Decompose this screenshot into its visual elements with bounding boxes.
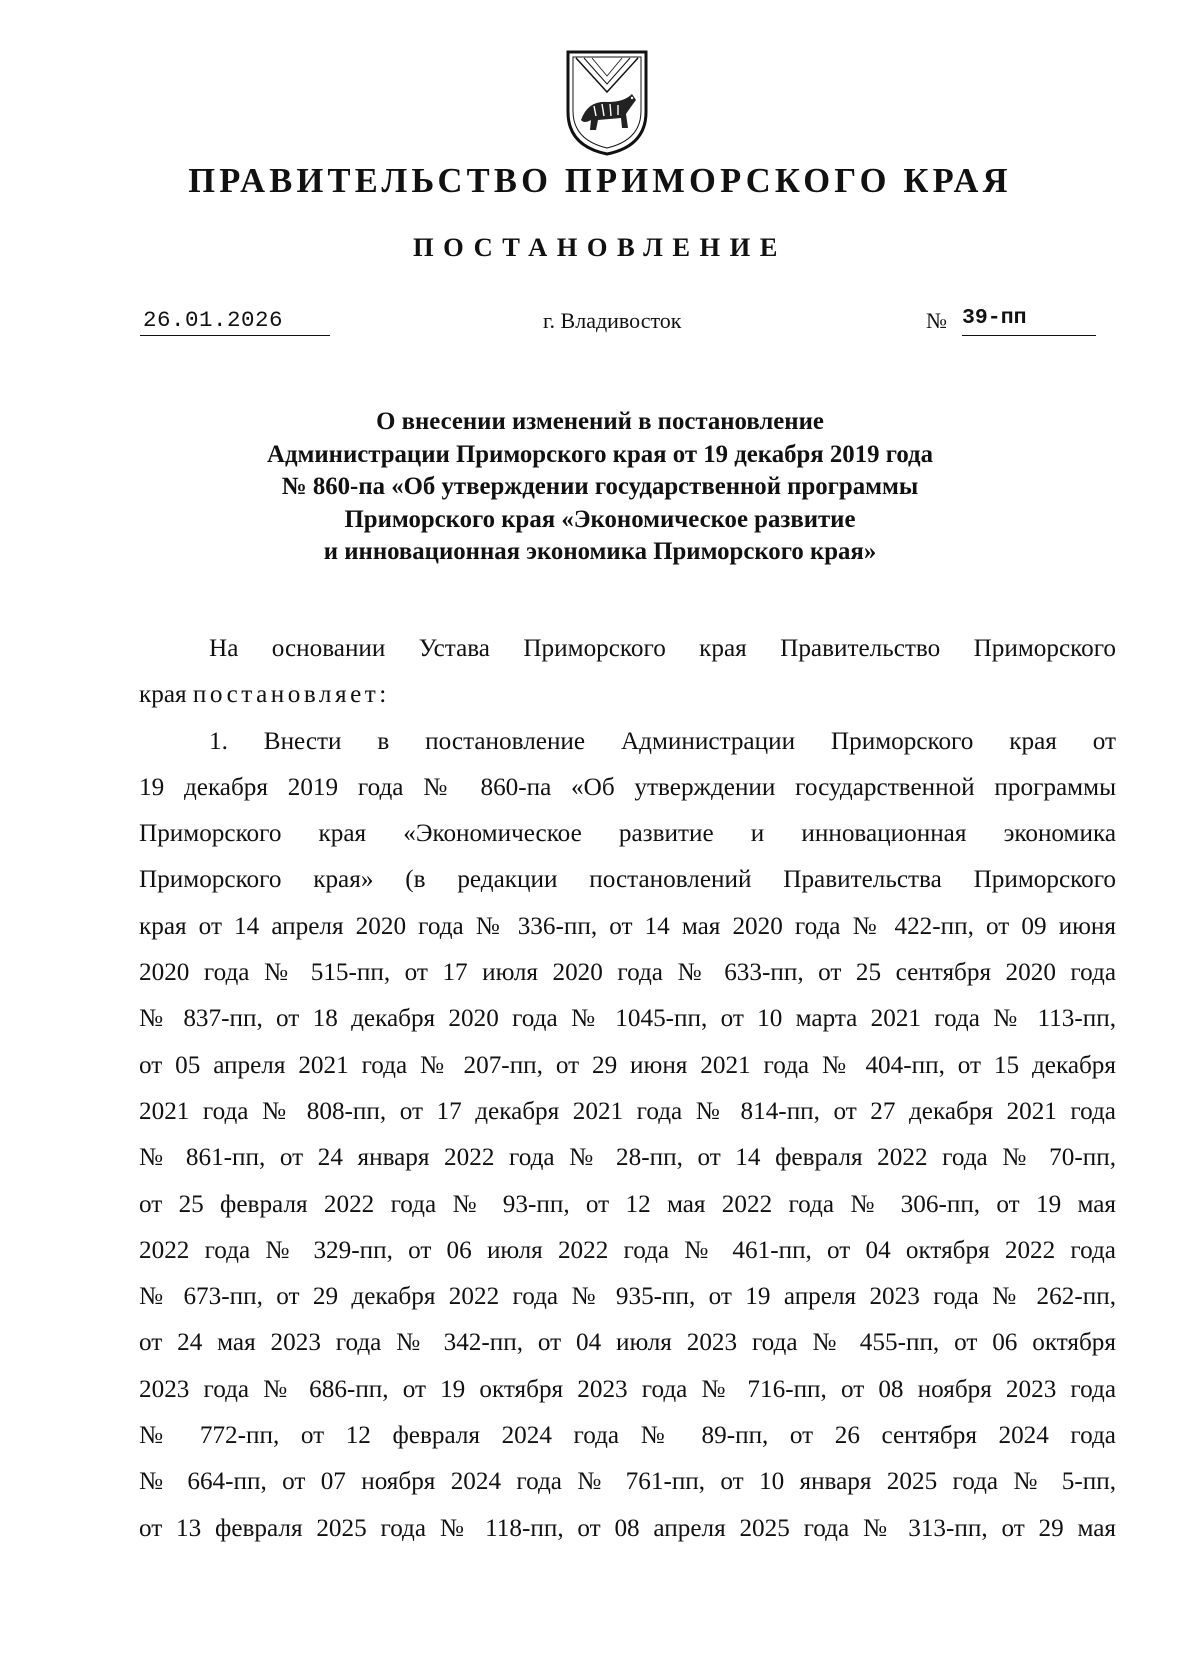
preamble-prefix: края [139, 681, 193, 709]
document-heading [0, 406, 1200, 569]
body-line: 19 декабря 2019 года № 860-па «Об утверждении государственной программы [139, 773, 1116, 801]
body-line: На основании Устава Приморского края Правительство Приморского [209, 635, 1116, 662]
body-line: 2023 года № 686-пп, от 19 октября 2023 года № 716-пп, от 08 ноября 2023 года [139, 1375, 1116, 1403]
body-line: Приморского края» (в редакции постановлений Правительства Приморского [139, 866, 1116, 894]
body-line: № 772-пп, от 12 февраля 2024 года № 89-пп, от 26 сентября 2024 года [139, 1422, 1116, 1450]
document-date [140, 306, 330, 333]
date-underline [140, 335, 330, 336]
decree-verb: постановляет: [192, 681, 390, 709]
body-line [139, 672, 1116, 718]
body-line: края от 14 апреля 2020 года № 336-пп, от 14 мая 2020 года № 422-пп, от 09 июня [139, 912, 1116, 940]
body-line: от 05 апреля 2021 года № 207-пп, от 29 июня 2021 года № 404-пп, от 15 декабря [139, 1051, 1116, 1079]
body-line: 1. Внести в постановление Администрации Приморского края от [209, 727, 1116, 755]
body-line: от 13 февраля 2025 года № 118-пп, от 08 апреля 2025 года № 313-пп, от 29 мая [139, 1514, 1116, 1542]
body-line: № 664-пп, от 07 ноября 2024 года № 761-пп, от 10 января 2025 года № 5-пп, [139, 1468, 1116, 1496]
body-line: 2022 года № 329-пп, от 06 июля 2022 года № 461-пп, от 04 октября 2022 года [139, 1236, 1116, 1264]
document-type: ПОСТАНОВЛЕНИЕ [413, 232, 787, 262]
body-line: от 24 мая 2023 года № 342-пп, от 04 июля 2023 года № 455-пп, от 06 октября [139, 1329, 1116, 1357]
body-line: от 25 февраля 2022 года № 93-пп, от 12 мая 2022 года № 306-пп, от 19 мая [139, 1190, 1116, 1218]
date-value: 26.01.2026 [143, 307, 284, 333]
body-line: Приморского края «Экономическое развитие и инновационная экономика [139, 820, 1116, 848]
heading-line: Администрации Приморского края от 19 декабря 2019 года [267, 440, 933, 468]
document-city: г. Владивосток [543, 308, 682, 333]
body-line: № 861-пп, от 24 января 2022 года № 28-пп, от 14 февраля 2022 года № 70-пп, [139, 1144, 1116, 1172]
body-line: № 837-пп, от 18 декабря 2020 года № 1045-пп, от 10 марта 2021 года № 113-пп, [139, 1005, 1116, 1033]
preamble-paragraph [139, 626, 1116, 719]
heading-line: О внесении изменений в постановление [376, 408, 824, 435]
heading-line: № 860-па «Об утверждении государственной программы [281, 473, 919, 500]
number-underline [962, 335, 1096, 336]
government-title: ПРАВИТЕЛЬСТВО ПРИМОРСКОГО КРАЯ [188, 162, 1012, 200]
primorsky-krai-coat-of-arms-icon [564, 48, 650, 158]
body-line: 2020 года № 515-пп, от 17 июля 2020 года № 633-пп, от 25 сентября 2020 года [139, 959, 1116, 987]
item-1-paragraph [139, 719, 1116, 1552]
body-line: 2021 года № 808-пп, от 17 декабря 2021 года № 814-пп, от 27 декабря 2021 года [139, 1097, 1116, 1125]
document-body [139, 626, 1116, 1552]
number-value: 39-пп [962, 306, 1027, 330]
document-requisites [0, 306, 1200, 346]
body-line: № 673-пп, от 29 декабря 2022 года № 935-пп, от 19 апреля 2023 года № 262-пп, [139, 1283, 1116, 1311]
number-sign: № [926, 308, 947, 333]
heading-line: Приморского края «Экономическое развитие [344, 505, 856, 533]
heading-line: и инновационная экономика Приморского края» [323, 538, 877, 565]
